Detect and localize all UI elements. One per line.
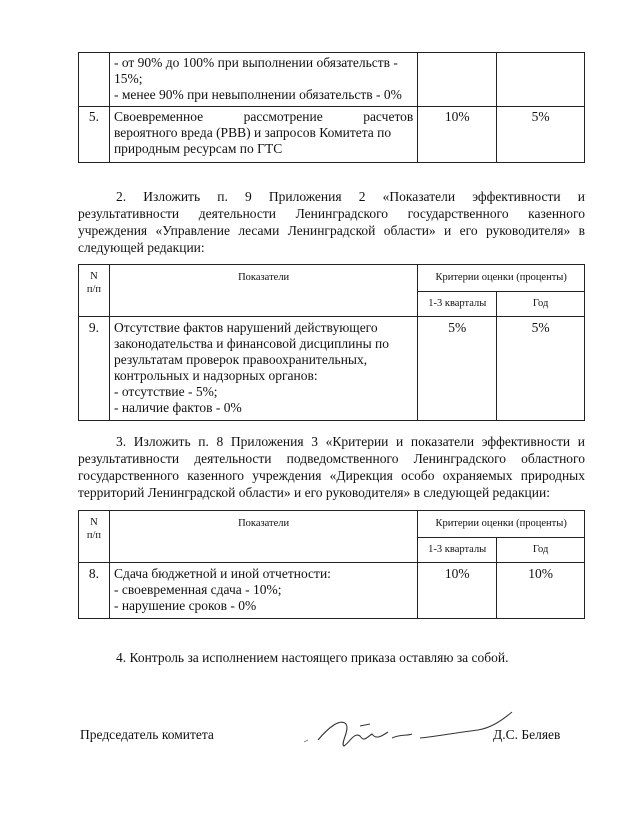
signature-stroke: [304, 740, 308, 742]
table-row: 9. Отсутствие фактов нарушений действующего законодательства и финансовой дисциплины по результатам проверок правоохранительных, контрольных и надзорных органов: - отсутствие - 5%; - наличие фактов - 0% 5% 5%: [79, 317, 585, 421]
paragraph-4: 4. Контроль за исполнением настоящего приказа оставляю за собой.: [116, 650, 509, 665]
table-2: [78, 264, 585, 421]
header-criteria: Критерии оценки (проценты): [418, 265, 585, 292]
table-1: [78, 52, 585, 163]
header-quarters: 1-3 кварталы: [418, 292, 497, 317]
signature-stroke: [360, 724, 370, 726]
paragraph-3: 3. Изложить п. 8 Приложения 3 «Критерии и показатели эффективности и результативности деятельности подведомственного Ленинградского областного государственного казенного учреждения «Дирекция особо охраняемых природных территорий Ленинградской области» и его руководителя» в следующей редакции:: [78, 434, 585, 500]
table-row: 8. Сдача бюджетной и иной отчетности: - своевременная сдача - 10%; - нарушение сроков - 0% 10% 10%: [79, 563, 585, 619]
table-cell-text: Своевременное рассмотрение расчетов вероятного вреда (РВВ) и запросов Комитета по природным ресурсам по ГТС: [109, 107, 417, 163]
signatory-title: Председатель комитета: [80, 727, 214, 742]
header-year: Год: [497, 538, 585, 563]
signatory-name: Д.С. Беляев: [493, 727, 561, 742]
header-quarters: 1-3 кварталы: [418, 538, 497, 563]
header-num: N п/п: [79, 265, 110, 317]
paragraph-2: 2. Изложить п. 9 Приложения 2 «Показатели эффективности и результативности деятельности Ленинградского государственного казенного учреждения «Управление лесами Ленинградской области» и его руководителя» в следующей редакции:: [78, 189, 585, 255]
table-header-row: [79, 265, 585, 292]
table-3: [78, 510, 585, 619]
header-num: N п/п: [79, 511, 110, 563]
signature-scribble: [300, 700, 520, 760]
table-header-row: [79, 511, 585, 538]
table-cell-text: - от 90% до 100% при выполнении обязательств - 15%; - менее 90% при невыполнении обязательств - 0%: [109, 53, 417, 107]
signature-stroke: [318, 722, 388, 746]
header-criteria: Критерии оценки (проценты): [418, 511, 585, 538]
header-indicators: Показатели: [109, 511, 417, 563]
table-row: 5. Своевременное рассмотрение расчетов вероятного вреда (РВВ) и запросов Комитета по природным ресурсам по ГТС 10% 5%: [79, 107, 585, 163]
table-cell-text: Отсутствие фактов нарушений действующего законодательства и финансовой дисциплины по результатам проверок правоохранительных, контрольных и надзорных органов: - отсутствие - 5%; - наличие фактов - 0%: [109, 317, 417, 421]
table-cell-text: Сдача бюджетной и иной отчетности: - своевременная сдача - 10%; - нарушение сроков - 0%: [109, 563, 417, 619]
header-indicators: Показатели: [109, 265, 417, 317]
header-year: Год: [497, 292, 585, 317]
signature-stroke: [392, 734, 412, 738]
table-row: [79, 53, 585, 107]
